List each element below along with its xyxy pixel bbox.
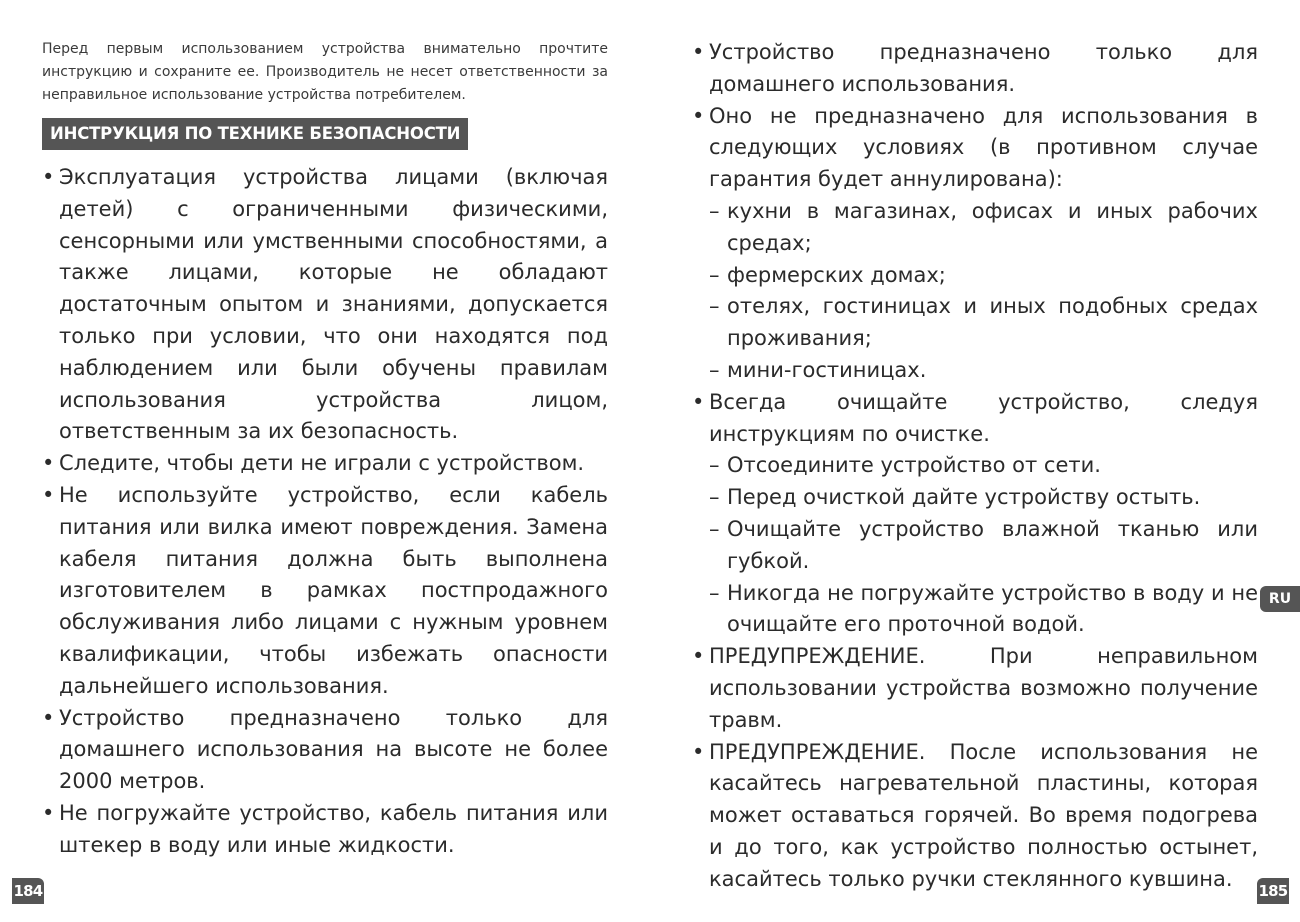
sub-list-item [709,355,1258,387]
sub-list-item [709,196,1258,260]
list-item [42,798,608,862]
list-item-text: Оно не предназначено для использования в следующих условиях (в противном случае гарантия будет аннулирована): [709,103,1258,192]
sub-list [709,196,1258,387]
list-item-text: Следите, чтобы дети не играли с устройством. [59,451,585,476]
language-tab: RU [1260,586,1300,612]
dash-icon: – [709,580,720,605]
sub-list-item-text: Перед очисткой дайте устройству остыть. [727,485,1201,510]
list-item-text: Эксплуатация устройства лицами (включая детей) с ограниченными физическими, сенсорными или умственными способностями, а также лицами, которые не обладают достаточным опытом и знаниями, допускается только при условии, что они находятся под наблюдением или были обучены правилам использования устройства лицом, ответственным за их безопасность. [59,165,608,444]
safety-list-left [42,162,608,862]
section-heading: ИНСТРУКЦИЯ ПО ТЕХНИКЕ БЕЗОПАСНОСТИ [42,118,468,150]
list-item-text: Не погружайте устройство, кабель питания или штекер в воду или иные жидкости. [59,800,608,857]
dash-icon: – [709,453,720,478]
dash-icon: – [709,262,720,287]
sub-list-item [709,482,1258,514]
list-item [692,641,1258,736]
list-item [692,387,1258,641]
list-item [42,162,608,448]
safety-list-right [692,37,1258,896]
sub-list [709,450,1258,641]
list-item [42,703,608,798]
list-item-text: Устройство предназначено только для домашнего использования на высоте не более 2000 метров. [59,705,608,794]
sub-list-item [709,450,1258,482]
bullet-icon: • [692,389,705,414]
list-item [42,448,608,480]
list-item-text: Не используйте устройство, если кабель питания или вилка имеют повреждения. Замена кабеля питания должна быть выполнена изготовителем в рамках постпродажного обслуживания либо лицами с нужным уровнем квалификации, чтобы избежать опасности дальнейшего использования. [59,482,608,698]
list-item [692,37,1258,101]
list-item-text: Устройство предназначено только для домашнего использования. [709,40,1258,96]
bullet-icon: • [692,40,705,64]
sub-list-item [709,578,1258,642]
right-page [650,0,1300,922]
sub-list-item-text: отелях, гостиницах и иных подобных средах проживания; [727,294,1258,351]
list-item-text: ПРЕДУПРЕЖДЕНИЕ. После использования не касайтесь нагревательной пластины, которая может оставаться горячей. Во время подогрева и до того, как устройство полностью остынет, касайтесь только ручки стеклянного кувшина. [709,739,1258,891]
bullet-icon: • [692,103,705,128]
sub-list-item-text: фермерских домах; [727,262,946,287]
sub-list-item-text: мини-гостиницах. [727,357,927,382]
bullet-icon: • [42,800,55,825]
sub-list-item [709,514,1258,578]
dash-icon: – [709,198,720,223]
list-item [42,480,608,703]
dash-icon: – [709,357,720,382]
sub-list-item [709,260,1258,292]
bullet-icon: • [42,165,55,189]
sub-list-item [709,291,1258,355]
list-item [692,737,1258,896]
sub-list-item-text: кухни в магазинах, офисах и иных рабочих средах; [727,198,1258,255]
bullet-icon: • [692,739,705,764]
bullet-icon: • [42,482,55,507]
bullet-icon: • [692,644,705,669]
bullet-icon: • [42,451,55,476]
intro-paragraph: Перед первым использованием устройства внимательно прочтите инструкцию и сохраните ее. Производитель не несет ответственности за неправильное использование устройства потребителем. [42,41,608,103]
list-item-text: Всегда очищайте устройство, следуя инструкциям по очистке. [709,389,1258,446]
sub-list-item-text: Никогда не погружайте устройство в воду и не очищайте его проточной водой. [727,580,1258,637]
dash-icon: – [709,294,720,319]
sub-list-item-text: Отсоедините устройство от сети. [727,453,1101,478]
page-number-left: 184 [12,878,44,904]
list-item [692,101,1258,387]
dash-icon: – [709,485,720,510]
page-number-right: 185 [1257,878,1289,904]
dash-icon: – [709,516,720,541]
bullet-icon: • [42,705,55,730]
list-item-text: ПРЕДУПРЕЖДЕНИЕ. При неправильном использовании устройства возможно получение травм. [709,644,1258,732]
sub-list-item-text: Очищайте устройство влажной тканью или губкой. [727,516,1258,573]
